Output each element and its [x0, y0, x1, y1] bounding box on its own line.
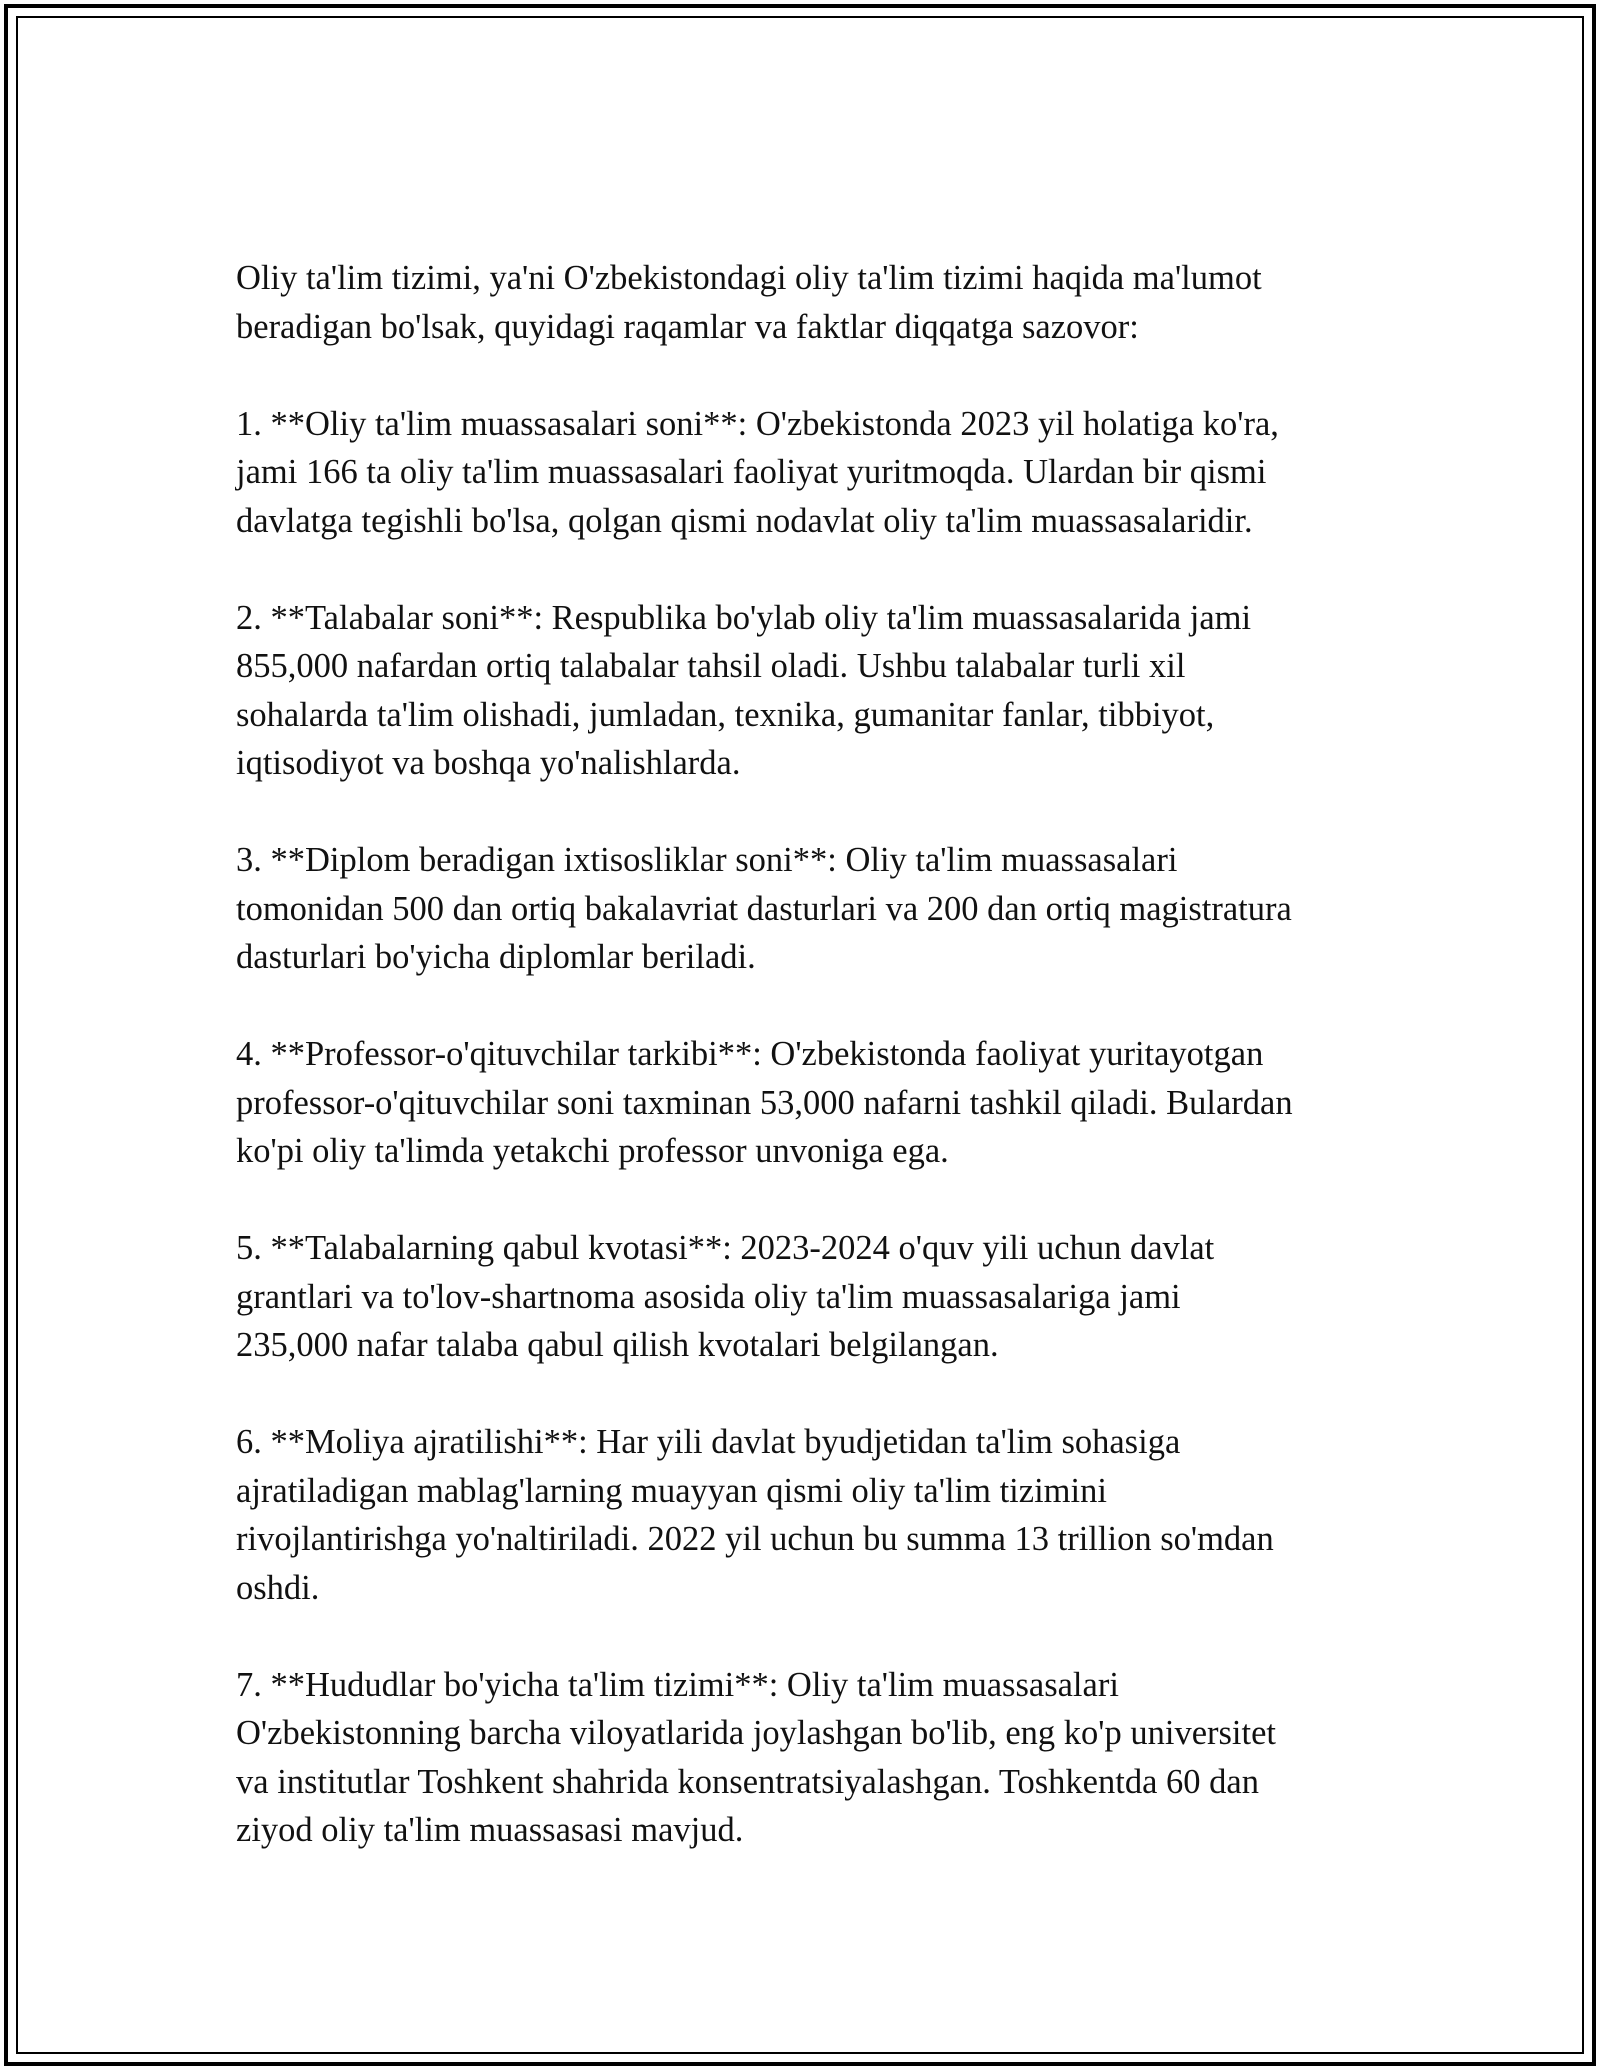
document-body — [236, 254, 1386, 1855]
list-item-5: 5. **Talabalarning qabul kvotasi**: 2023-2024 o'quv yili uchun davlat grantlari va to'lov-shartnoma asosida oliy ta'lim muassasalariga jami 235,000 nafar talaba qabul qilish kvotalari belgilangan. — [236, 1229, 1215, 1364]
list-item-3: 3. **Diplom beradigan ixtisosliklar soni**: Oliy ta'lim muassasalari tomonidan 500 dan ortiq bakalavriat dasturlari va 200 dan ortiq magistratura dasturlari bo'yicha diplomlar beriladi. — [236, 841, 1292, 976]
list-item-6: 6. **Moliya ajratilishi**: Har yili davlat byudjetidan ta'lim sohasiga ajratiladigan mablag'larning muayyan qismi oliy ta'lim tizimini rivojlantirishga yo'naltiriladi. 2022 yil uchun bu summa 13 trillion so'mdan oshdi. — [236, 1423, 1274, 1607]
list-item-7: 7. **Hududlar bo'yicha ta'lim tizimi**: Oliy ta'lim muassasalari O'zbekistonning barcha viloyatlarida joylashgan bo'lib, eng ko'p universitet va institutlar Toshkent shahrida konsentratsiyalashgan. Toshkentda 60 dan ziyod oliy ta'lim muassasasi mavjud. — [236, 1665, 1276, 1849]
list-item-4: 4. **Professor-o'qituvchilar tarkibi**: O'zbekistonda faoliyat yuritayotgan professor-o'qituvchilar soni taxminan 53,000 nafarni tashkil qiladi. Bulardan ko'pi oliy ta'limda yetakchi professor unvoniga ega. — [236, 1035, 1293, 1170]
list-item-1: 1. **Oliy ta'lim muassasalari soni**: O'zbekistonda 2023 yil holatiga ko'ra, jami 166 ta oliy ta'lim muassasalari faoliyat yuritmoqda. Ulardan bir qismi davlatga tegishli bo'lsa, qolgan qismi nodavlat oliy ta'lim muassasalaridir. — [236, 404, 1279, 540]
intro-paragraph: Oliy ta'lim tizimi, ya'ni O'zbekistondagi oliy ta'lim tizimi haqida ma'lumot beradigan bo'lsak, quyidagi raqamlar va faktlar diqqatga sazovor: — [236, 259, 1262, 346]
list-item-2: 2. **Talabalar soni**: Respublika bo'ylab oliy ta'lim muassasalarida jami 855,000 nafardan ortiq talabalar tahsil oladi. Ushbu talabalar turli xil sohalarda ta'lim olishadi, jumladan, texnika, gumanitar fanlar, tibbiyot, iqtisodiyot va boshqa yo'nalishlarda. — [236, 598, 1252, 782]
